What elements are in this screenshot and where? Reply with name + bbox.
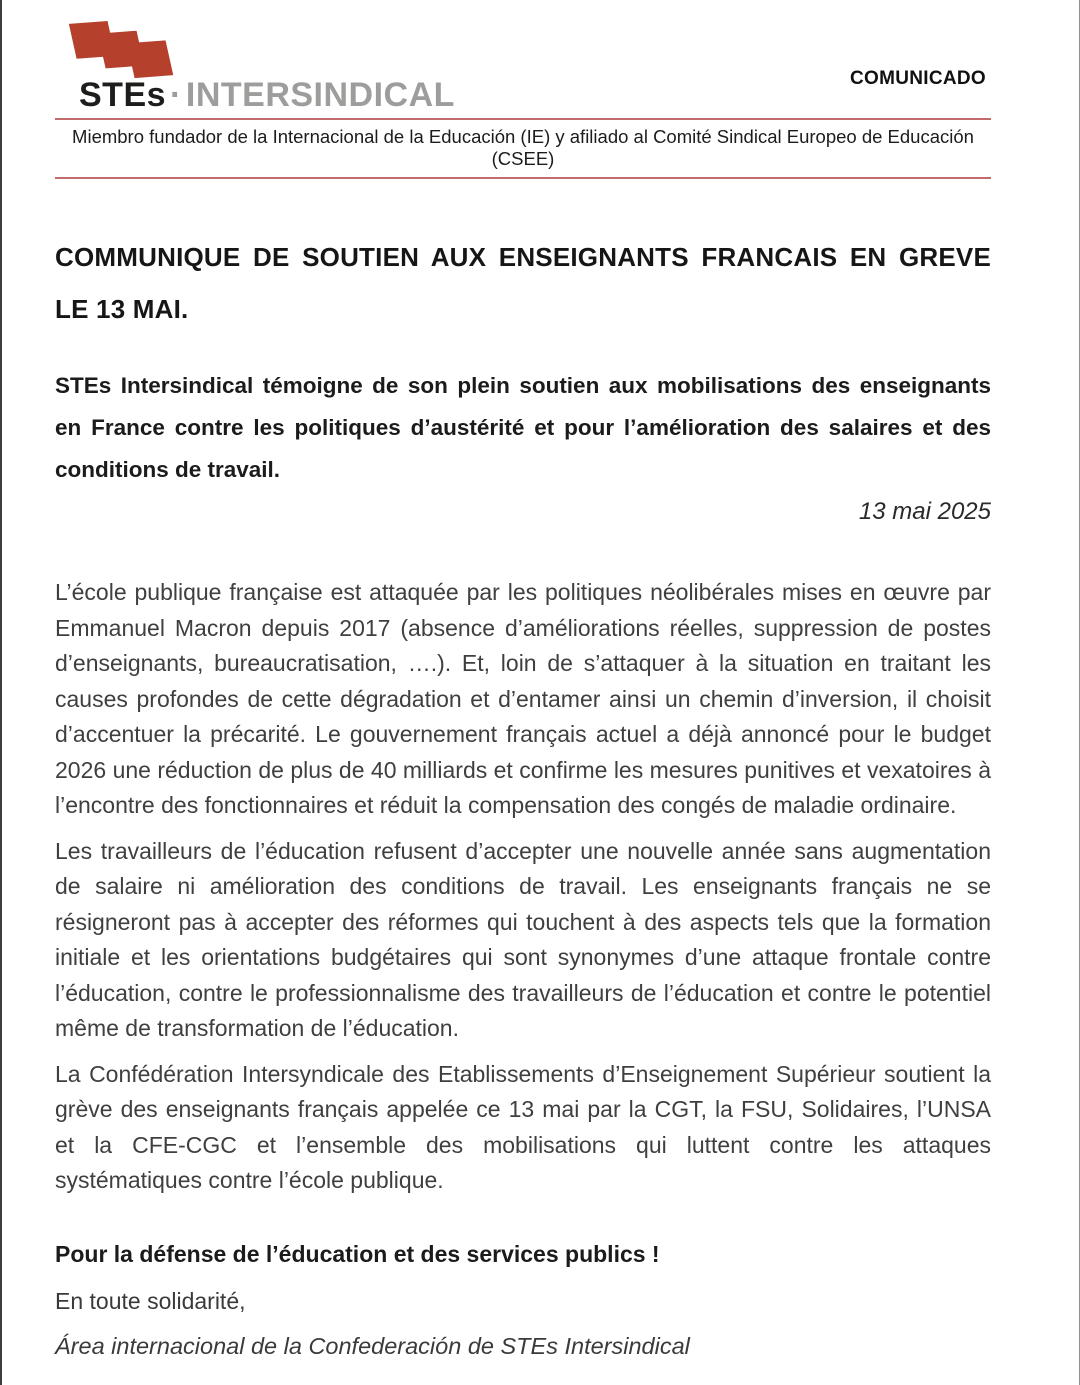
membership-strip [55,118,991,179]
comunicado-label: COMUNICADO [850,68,986,89]
logo-separator-dot: · [170,76,182,114]
letterhead [55,20,991,179]
logo-wordmark [79,76,455,115]
logo-brand-secondary: INTERSINDICAL [185,76,455,114]
closing-slogan: Pour la défense de l’éducation et des services publics ! [55,1240,660,1267]
document-content [55,231,991,1361]
body-paragraph-1: L’école publique française est attaquée par les politiques néolibérales mises en œuvre par Emmanuel Macron depuis 2017 (absence d’améliorations réelles, suppression de postes d’enseignants, bureaucratisation, ….). Et, loin de s’attaquer à la situation en traitant les causes profondes de cette dégradation et d’entamer ainsi un chemin d’inversion, il choisit d’accentuer la précarité. Le gouvernement français actuel a déjà annoncé pour le budget 2026 une réduction de plus de 40 milliards et confirme les mesures punitives et vexatoires à l’encontre des fonctionnaires et réduit la compensation des congés de maladie ordinaire. [55,579,991,818]
lead-paragraph: STEs Intersindical témoigne de son plein soutien aux mobilisations des enseignants en France contre les politiques d’austérité et pour l’amélioration des salaires et des conditions de travail. [55,373,991,482]
body-paragraph-2: Les travailleurs de l’éducation refusent d’accepter une nouvelle année sans augmentation de salaire ni amélioration des conditions de travail. Les enseignants français ne se résigneront pas à accepter des réformes qui touchent à des aspects tels que la formation initiale et les orientations budgétaires qui sont synonymes d’une attaque frontale contre l’éducation, contre le professionnalisme des travailleurs de l’éducation et contre le potentiel même de transformation de l’éducation. [55,837,991,1041]
document-title: COMMUNIQUE DE SOUTIEN AUX ENSEIGNANTS FRANCAIS EN GREVE LE 13 MAI. [55,242,991,324]
date-line: 13 mai 2025 [858,498,991,525]
stes-flag-icon [65,20,181,82]
stes-logo [55,20,515,118]
closing-salutation: En toute solidarité, [55,1287,246,1314]
body-paragraph-3: La Confédération Intersyndicale des Etablissements d’Enseignement Supérieur soutient la grève des enseignants français appelée ce 13 mai par la CGT, la FSU, Solidaires, l’UNSA et la CFE-CGC et l’ensemble des mobilisations qui luttent contre les attaques systématiques contre l’école publique. [55,1060,991,1193]
letterhead-top-row [55,20,991,118]
closing-signature: Área internacional de la Confederación de STEs Intersindical [55,1332,690,1359]
membership-text: Miembro fundador de la Internacional de la Educación (IE) y afiliado al Comité Sindical Europeo de Educación (CSEE) [72,126,974,169]
logo-brand-primary: STEs [79,76,167,114]
